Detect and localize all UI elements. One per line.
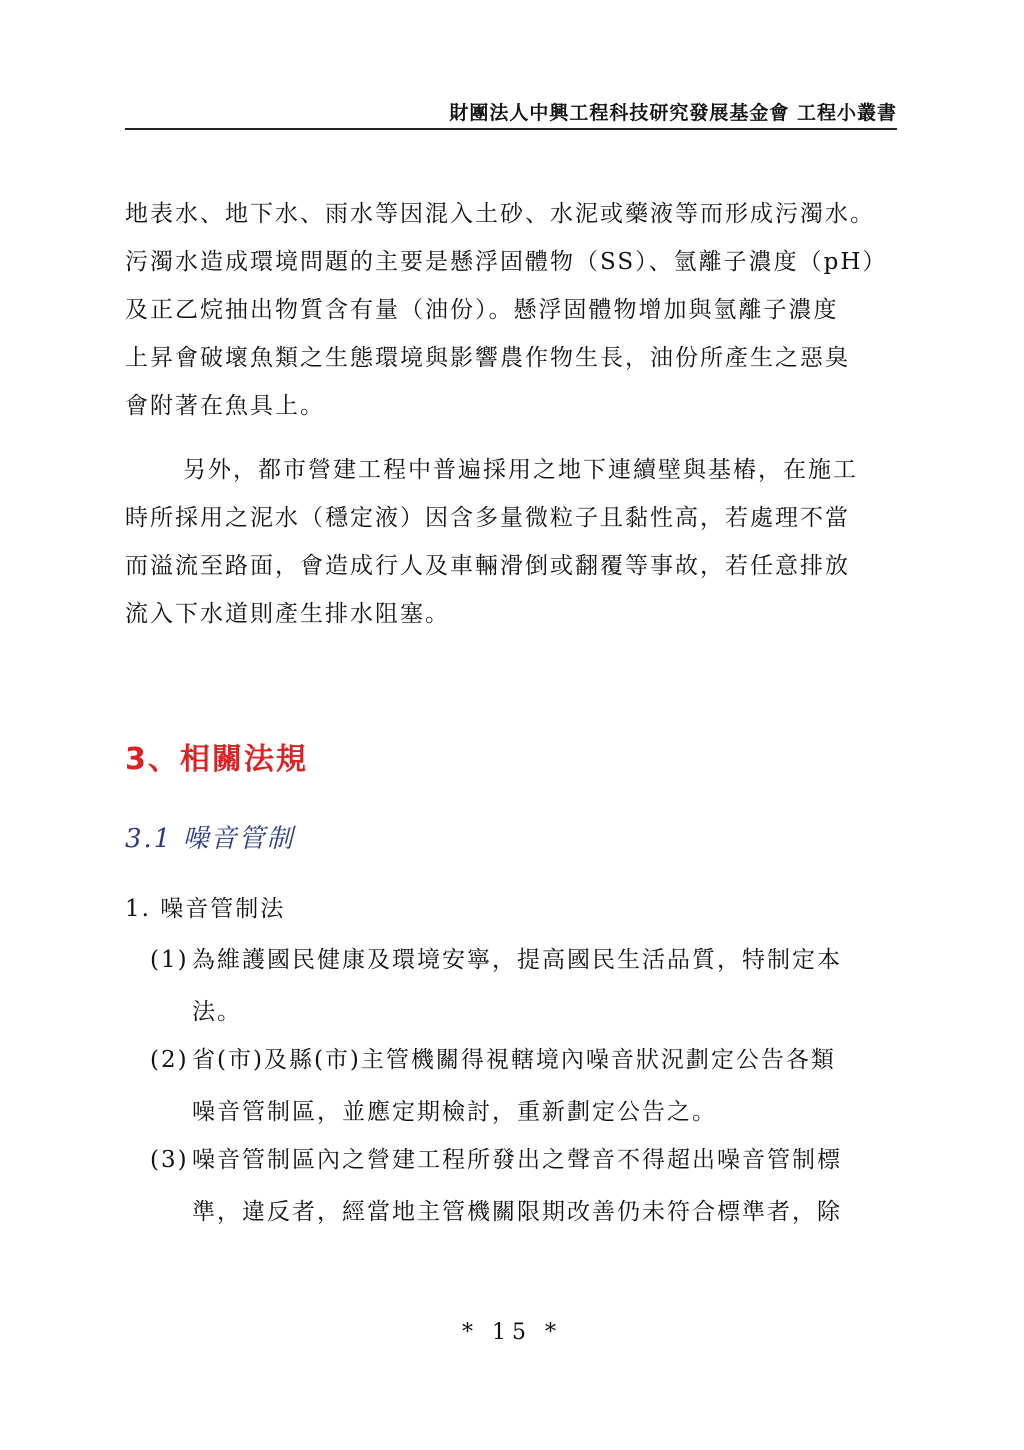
paragraph-line: 時所採用之泥水（穩定液）因含多量微粒子且黏性高，若處理不當 — [125, 505, 850, 531]
sub-item-text: 準，違反者，經當地主管機關限期改善仍未符合標準者，除 — [192, 1199, 842, 1225]
running-header — [125, 100, 897, 130]
sub-item-number: (1) — [150, 947, 189, 973]
paragraph-1 — [125, 190, 900, 430]
paragraph-line: 上昇會破壞魚類之生態環境與影響農作物生長，油份所產生之惡臭 — [125, 345, 850, 371]
sub-item-3 — [150, 1134, 890, 1238]
sub-item-number: (2) — [150, 1047, 189, 1073]
sub-item-text: 法。 — [192, 999, 242, 1025]
sub-item-number: (3) — [150, 1147, 189, 1173]
paragraph-line: 及正乙烷抽出物質含有量（油份）。懸浮固體物增加與氫離子濃度 — [125, 297, 839, 323]
sub-item-text: 省(市)及縣(市)主管機關得視轄境內噪音狀況劃定公告各類 — [192, 1047, 836, 1073]
paragraph-line: 污濁水造成環境問題的主要是懸浮固體物（SS）、氫離子濃度（pH） — [125, 249, 888, 275]
paragraph-line: 流入下水道則產生排水阻塞。 — [125, 601, 450, 627]
paragraph-line: 而溢流至路面，會造成行人及車輛滑倒或翻覆等事故，若任意排放 — [125, 553, 850, 579]
paragraph-2 — [125, 446, 900, 638]
page-number: * 15 * — [462, 1320, 562, 1345]
section-title: 3、相關法規 — [125, 742, 308, 777]
header-title: 財團法人中興工程科技研究發展基金會 工程小叢書 — [449, 102, 897, 124]
paragraph-line: 另外，都市營建工程中普遍採用之地下連續壁與基樁，在施工 — [183, 457, 858, 483]
paragraph-line: 地表水、地下水、雨水等因混入土砂、水泥或藥液等而形成污濁水。 — [125, 201, 875, 227]
sub-item-1 — [150, 934, 890, 1038]
sub-item-text: 噪音管制區內之營建工程所發出之聲音不得超出噪音管制標 — [192, 1147, 842, 1173]
subsection-title: 3.1 噪音管制 — [125, 824, 295, 854]
item-title: 1. 噪音管制法 — [125, 896, 286, 922]
sub-item-text: 噪音管制區，並應定期檢討，重新劃定公告之。 — [192, 1099, 717, 1125]
paragraph-line: 會附著在魚具上。 — [125, 393, 325, 419]
sub-item-text: 為維護國民健康及環境安寧，提高國民生活品質，特制定本 — [192, 947, 842, 973]
sub-item-2 — [150, 1034, 890, 1138]
